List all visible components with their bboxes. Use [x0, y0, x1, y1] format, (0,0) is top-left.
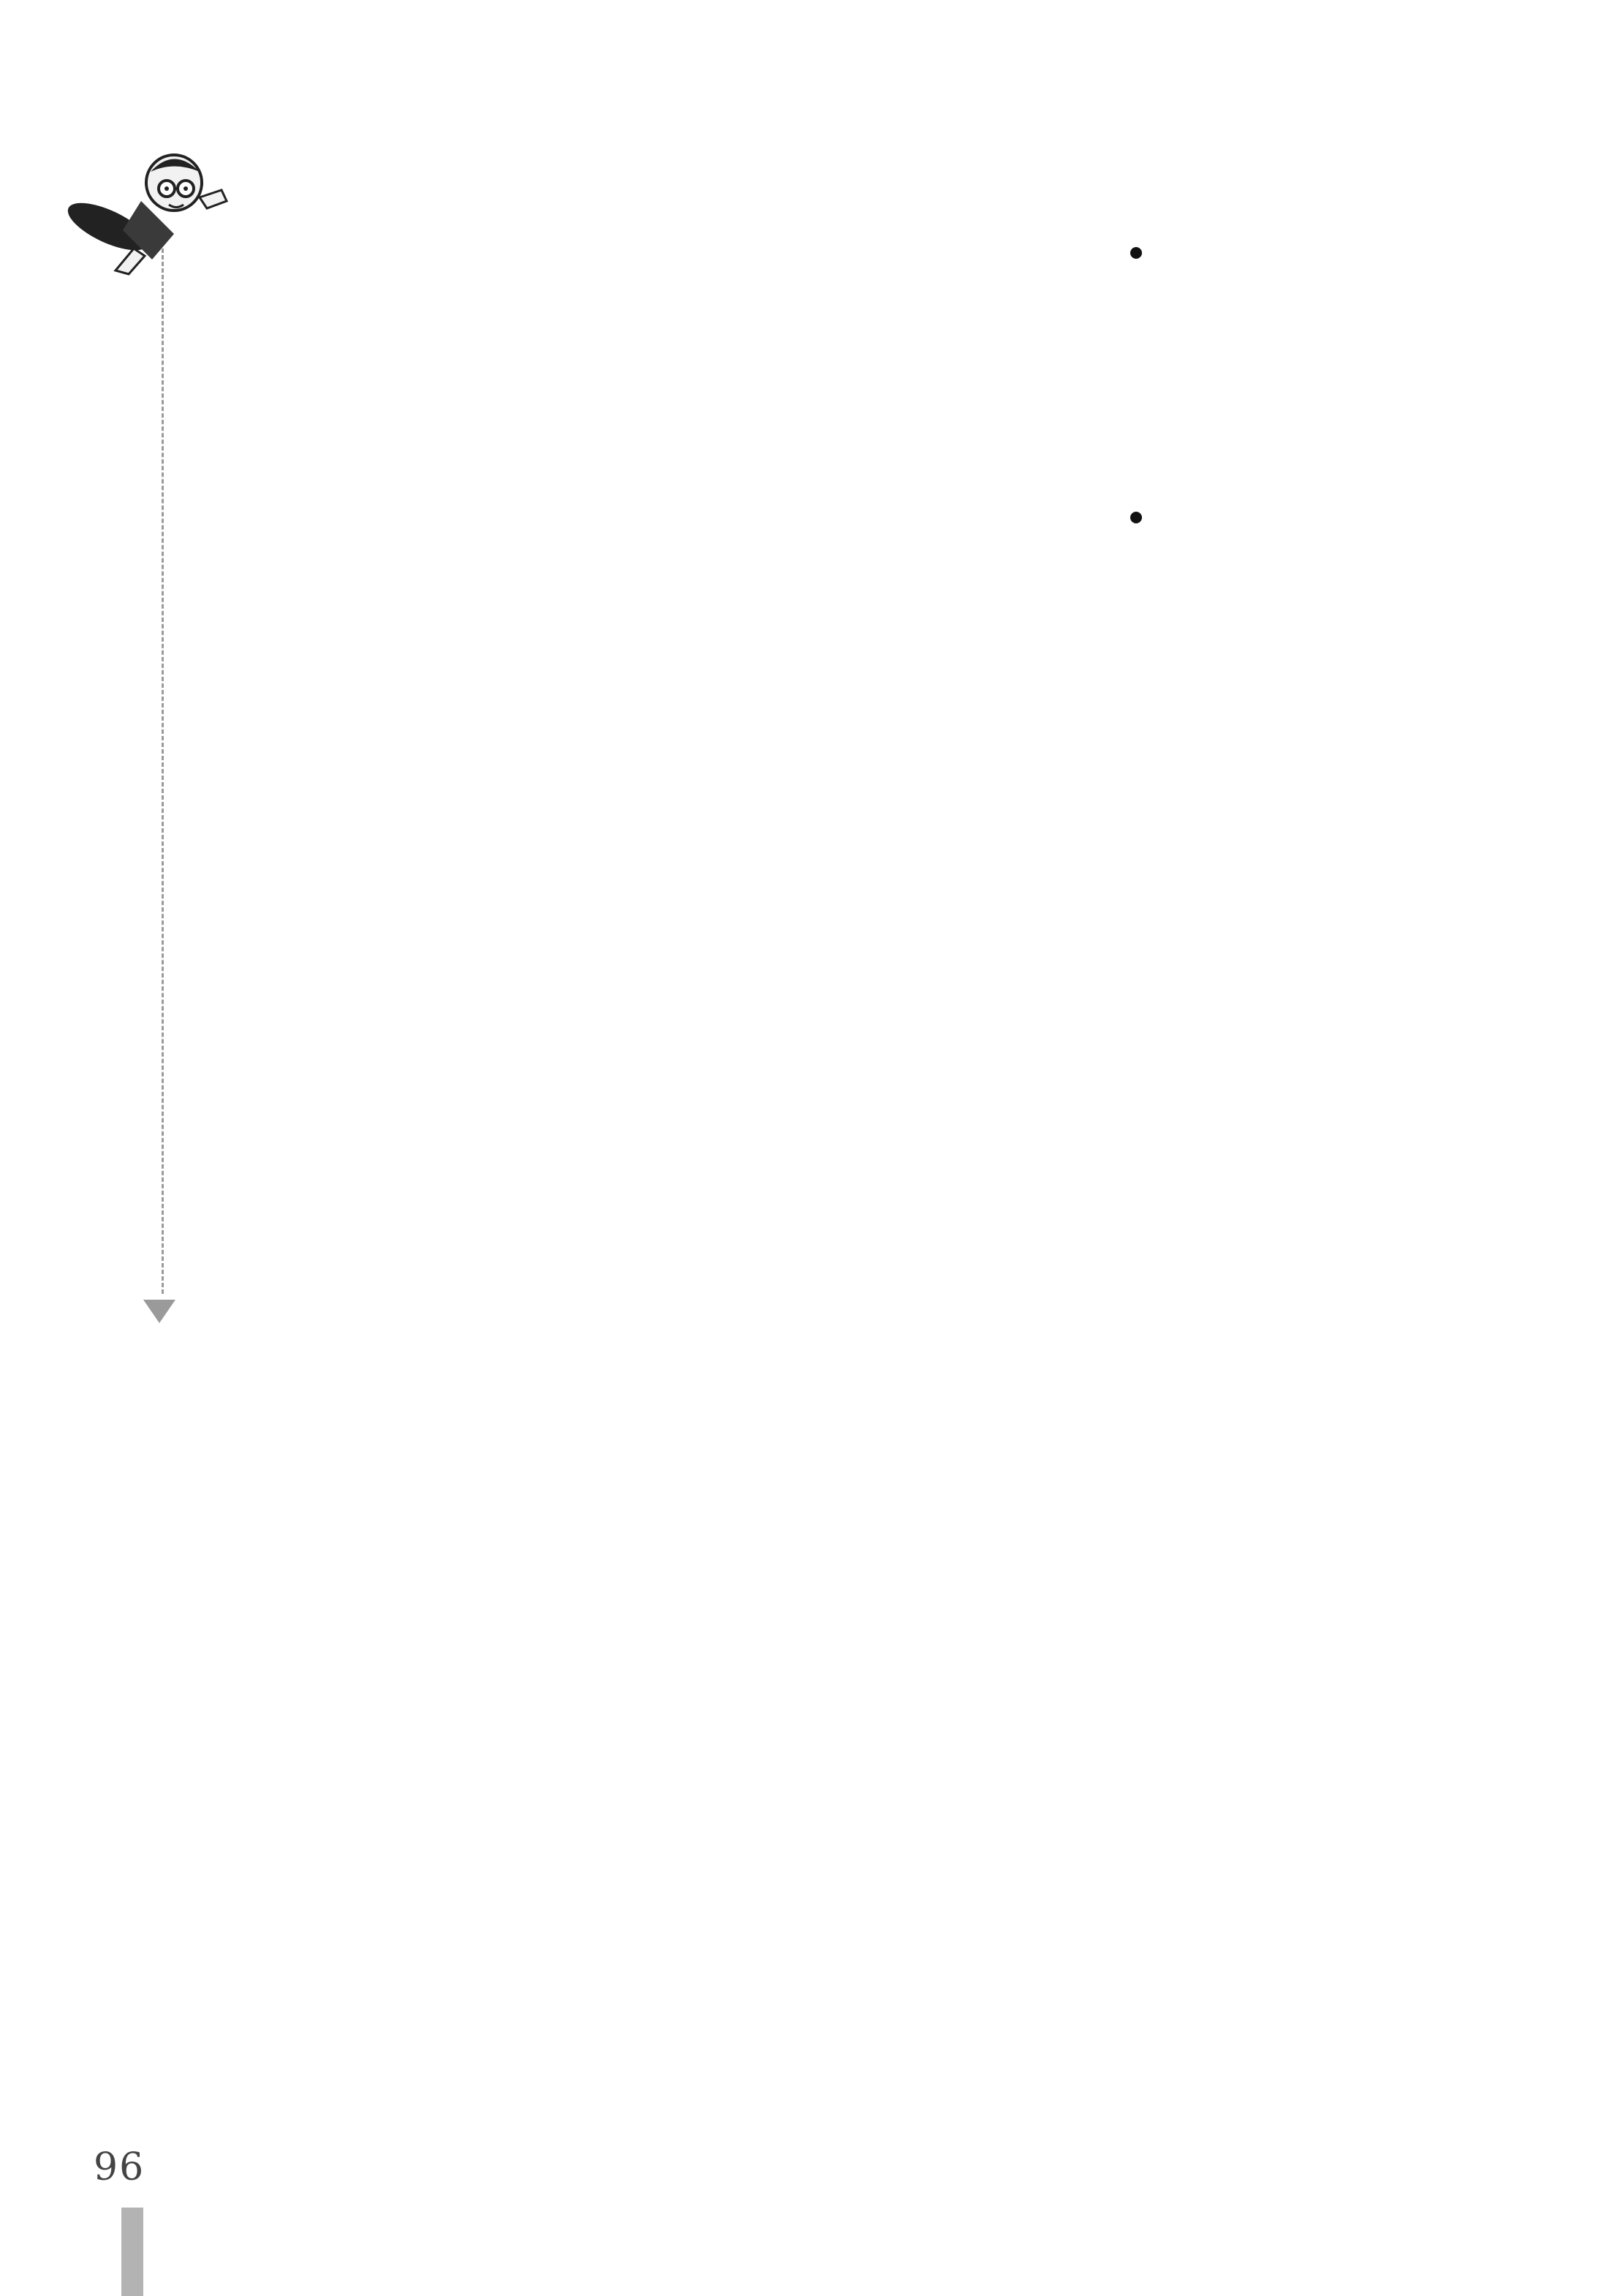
top-column — [1350, 238, 1393, 2102]
body-column — [898, 238, 942, 2102]
body-column — [697, 238, 741, 2102]
section-heading — [1108, 241, 1166, 556]
body-column — [832, 238, 876, 2102]
body-column — [630, 238, 674, 2102]
top-column — [1282, 238, 1326, 2102]
triangle-down-icon — [143, 1300, 175, 1323]
body-column — [965, 238, 1009, 2102]
body-column — [497, 238, 541, 2102]
header-divider — [162, 249, 164, 1294]
body-column — [564, 238, 608, 2102]
top-column — [1217, 238, 1260, 2102]
body-column — [297, 238, 341, 2102]
bullet-dot-icon — [1130, 512, 1142, 523]
body-column — [765, 238, 809, 2102]
body-column — [363, 238, 406, 2102]
page-number: 96 — [94, 2145, 145, 2189]
body-column — [430, 238, 474, 2102]
body-column — [231, 238, 275, 2102]
page-edge-tab — [121, 2208, 143, 2296]
